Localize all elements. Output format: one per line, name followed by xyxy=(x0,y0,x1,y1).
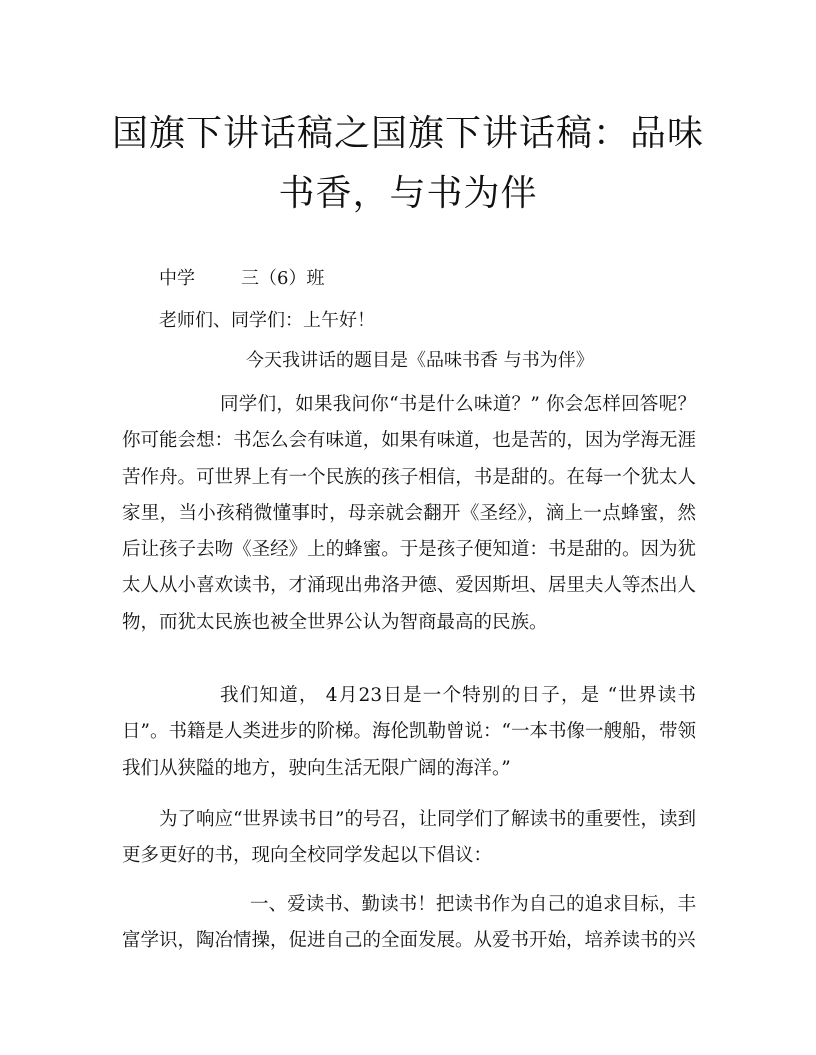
document-title: 国旗下讲话稿之国旗下讲话稿：品味书香，与书为伴 xyxy=(111,113,704,214)
greeting-line: 老师们、同学们：上午好！ xyxy=(159,310,375,331)
paragraph-4: 一、爱读书、勤读书！把读书作为自己的追求目标，丰富学识，陶冶情操，促进自己的全面发展。从爱书开始，培养读书的兴 xyxy=(122,894,696,952)
paragraph-1: 同学们，如果我问你“书是什么味道？” 你会怎样回答呢？你可能会想：书怎么会有味道，如果有味道，也是苦的，因为学海无涯苦作舟。可世界上有一个民族的孩子相信，书是甜的。在每一个犹太人家里，当小孩稍微懂事时，母亲就会翻开《圣经》，滴上一点蜂蜜，然后让孩子去吻《圣经》上的蜂蜜。于是孩子便知道：书是甜的。因为犹太人从小喜欢读书，才涌现出弗洛尹德、爱因斯坦、居里夫人等杰出人物，而犹太民族也被全世界公认为智商最高的民族。 xyxy=(122,394,696,633)
class-name: 三（6）班 xyxy=(241,268,325,289)
paragraph-3: 为了响应“世界读书日”的号召，让同学们了解读书的重要性，读到更多更好的书，现向全校同学发起以下倡议： xyxy=(122,809,696,867)
class-info-line xyxy=(159,266,324,292)
topic-line: 今天我讲话的题目是《品味书香 与书为伴》 xyxy=(246,350,594,371)
school-name: 中学 xyxy=(159,268,195,289)
paragraph-2: 我们知道， 4月23日是一个特别的日子，是 “世界读书日”。书籍是人类进步的阶梯。海伦凯勒曾说：“一本书像一艘船，带领我们从狭隘的地方，驶向生活无限广阔的海洋。” xyxy=(122,685,696,779)
